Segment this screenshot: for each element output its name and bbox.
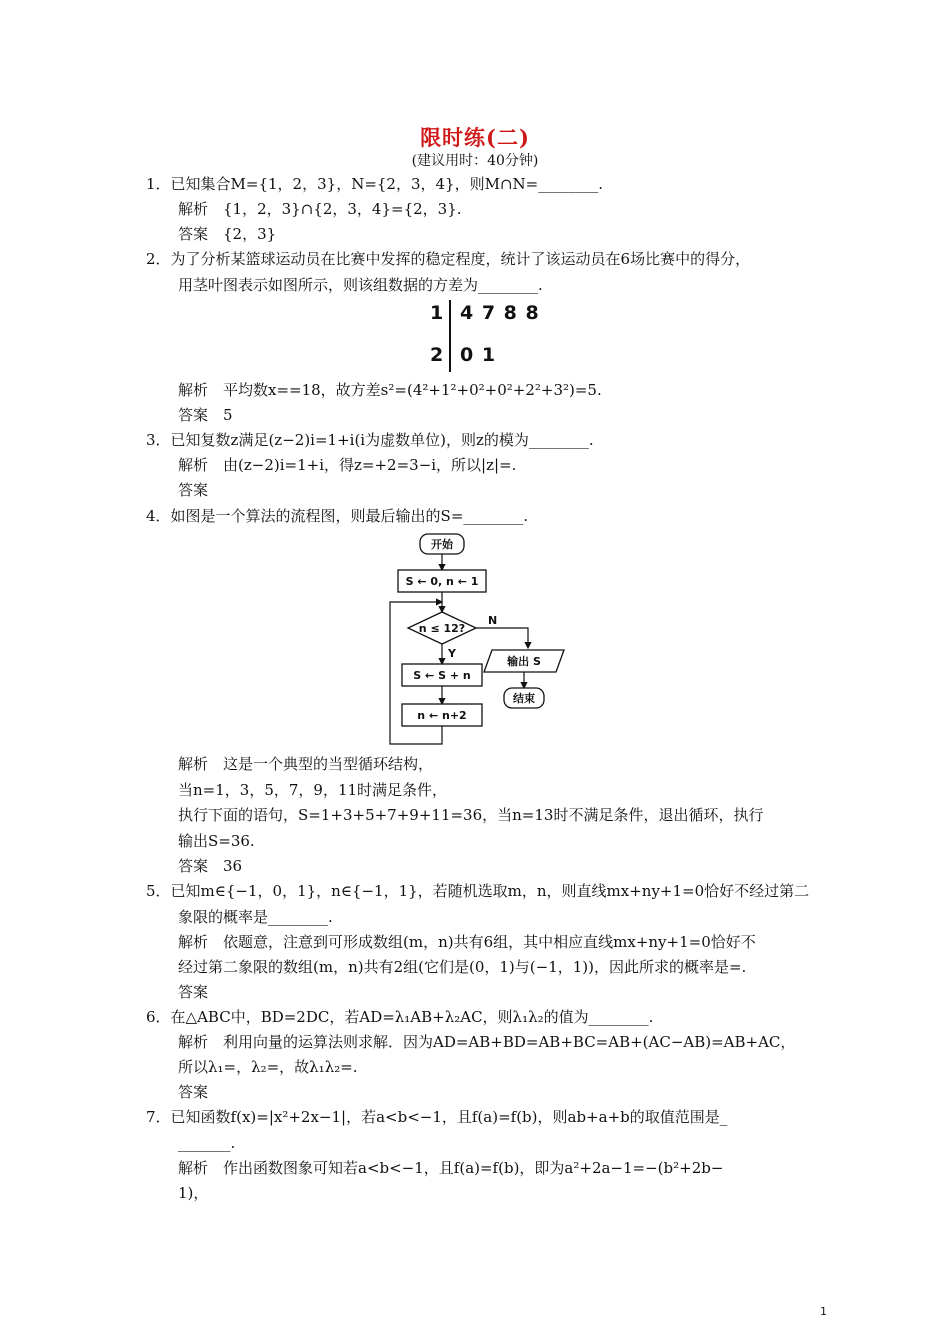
page-number: 1 [820, 1305, 827, 1318]
solution-6-line-2: 所以λ₁=，λ₂=，故λ₁λ₂=. [178, 1058, 358, 1076]
solution-7-line-2: 1)， [178, 1184, 209, 1202]
solution-5-line-1: 解析 依题意，注意到可形成数组(m，n)共有6组，其中相应直线mx+ny+1=0恰好不 [178, 933, 756, 951]
leaves-2: 0 1 [460, 344, 496, 366]
start-label: 开始 [431, 538, 453, 551]
solution-4-line-2: 当n=1，3，5，7，9，11时满足条件， [178, 781, 448, 799]
no-label: N [488, 614, 498, 627]
answer-1: 答案 {2，3} [178, 225, 277, 243]
accumulate-label: S ← S + n [413, 669, 471, 682]
solution-4-line-1: 解析 这是一个典型的当型循环结构， [178, 755, 434, 773]
solution-5-line-2: 经过第二象限的数组(m，n)共有2组(它们是(0，1)与(−1，1))，因此所求的概率是=. [178, 958, 747, 976]
solution-3: 解析 由(z−2)i=1+i，得z=+2=3−i，所以|z|=. [178, 456, 517, 474]
question-7-cont: _______. [178, 1134, 236, 1152]
init-label: S ← 0, n ← 1 [405, 575, 479, 588]
solution-6-line-1: 解析 利用向量的运算法则求解．因为AD=AB+BD=AB+BC=AB+(AC−AB)=AB+AC， [178, 1033, 796, 1051]
question-2-cont: 用茎叶图表示如图所示，则该组数据的方差为________. [178, 276, 543, 294]
solution-4-line-3: 执行下面的语句，S=1+3+5+7+9+11=36，当n=13时不满足条件，退出循环，执行 [178, 806, 764, 824]
question-2: 2．为了分析某篮球运动员在比赛中发挥的稳定程度，统计了该运动员在6场比赛中的得分， [146, 250, 751, 268]
page-subtitle: (建议用时：40分钟) [411, 153, 539, 169]
page-title: 限时练(二) [420, 125, 530, 150]
leaves-1: 4 7 8 8 [460, 302, 539, 324]
question-7: 7．已知函数f(x)=|x²+2x−1|，若a<b<−1，且f(a)=f(b)，则ab+a+b的取值范围是_ [146, 1108, 728, 1126]
solution-1: 解析 {1，2，3}∩{2，3，4}={2，3}. [178, 200, 462, 218]
end-label: 结束 [513, 692, 535, 705]
solution-4-line-4: 输出S=36. [178, 832, 255, 850]
question-5-cont: 象限的概率是________. [178, 908, 333, 926]
condition-label: n ≤ 12? [418, 622, 466, 635]
answer-5: 答案 [178, 983, 209, 1001]
flowchart [380, 530, 580, 748]
yes-label: Y [448, 647, 456, 660]
question-6: 6．在△ABC中，BD=2DC，若AD=λ₁AB+λ₂AC，则λ₁λ₂的值为________. [146, 1008, 654, 1026]
question-3: 3．已知复数z满足(z−2)i=1+i(i为虚数单位)，则z的模为________. [146, 431, 594, 449]
output-label: 输出 S [507, 655, 541, 668]
answer-4: 答案 36 [178, 857, 243, 875]
solution-7-line-1: 解析 作出函数图象可知若a<b<−1，且f(a)=f(b)，即为a²+2a−1=−(b²+2b− [178, 1159, 724, 1177]
stem-1: 1 [430, 302, 444, 324]
stem-2: 2 [430, 344, 444, 366]
answer-2: 答案 5 [178, 406, 233, 424]
solution-2: 解析 平均数x==18，故方差s²=(4²+1²+0²+0²+2²+3²)=5. [178, 381, 602, 399]
question-5: 5．已知m∈{−1，0，1}，n∈{−1，1}，若随机选取m，n，则直线mx+ny+1=0恰好不经过第二 [146, 882, 810, 900]
answer-3: 答案 [178, 481, 209, 499]
question-4: 4．如图是一个算法的流程图，则最后输出的S=________. [146, 507, 529, 525]
answer-6: 答案 [178, 1083, 209, 1101]
stem-leaf-divider [449, 300, 451, 372]
question-1: 1．已知集合M={1，2，3}，N={2，3，4}，则M∩N=________. [146, 175, 603, 193]
increment-label: n ← n+2 [417, 709, 467, 722]
